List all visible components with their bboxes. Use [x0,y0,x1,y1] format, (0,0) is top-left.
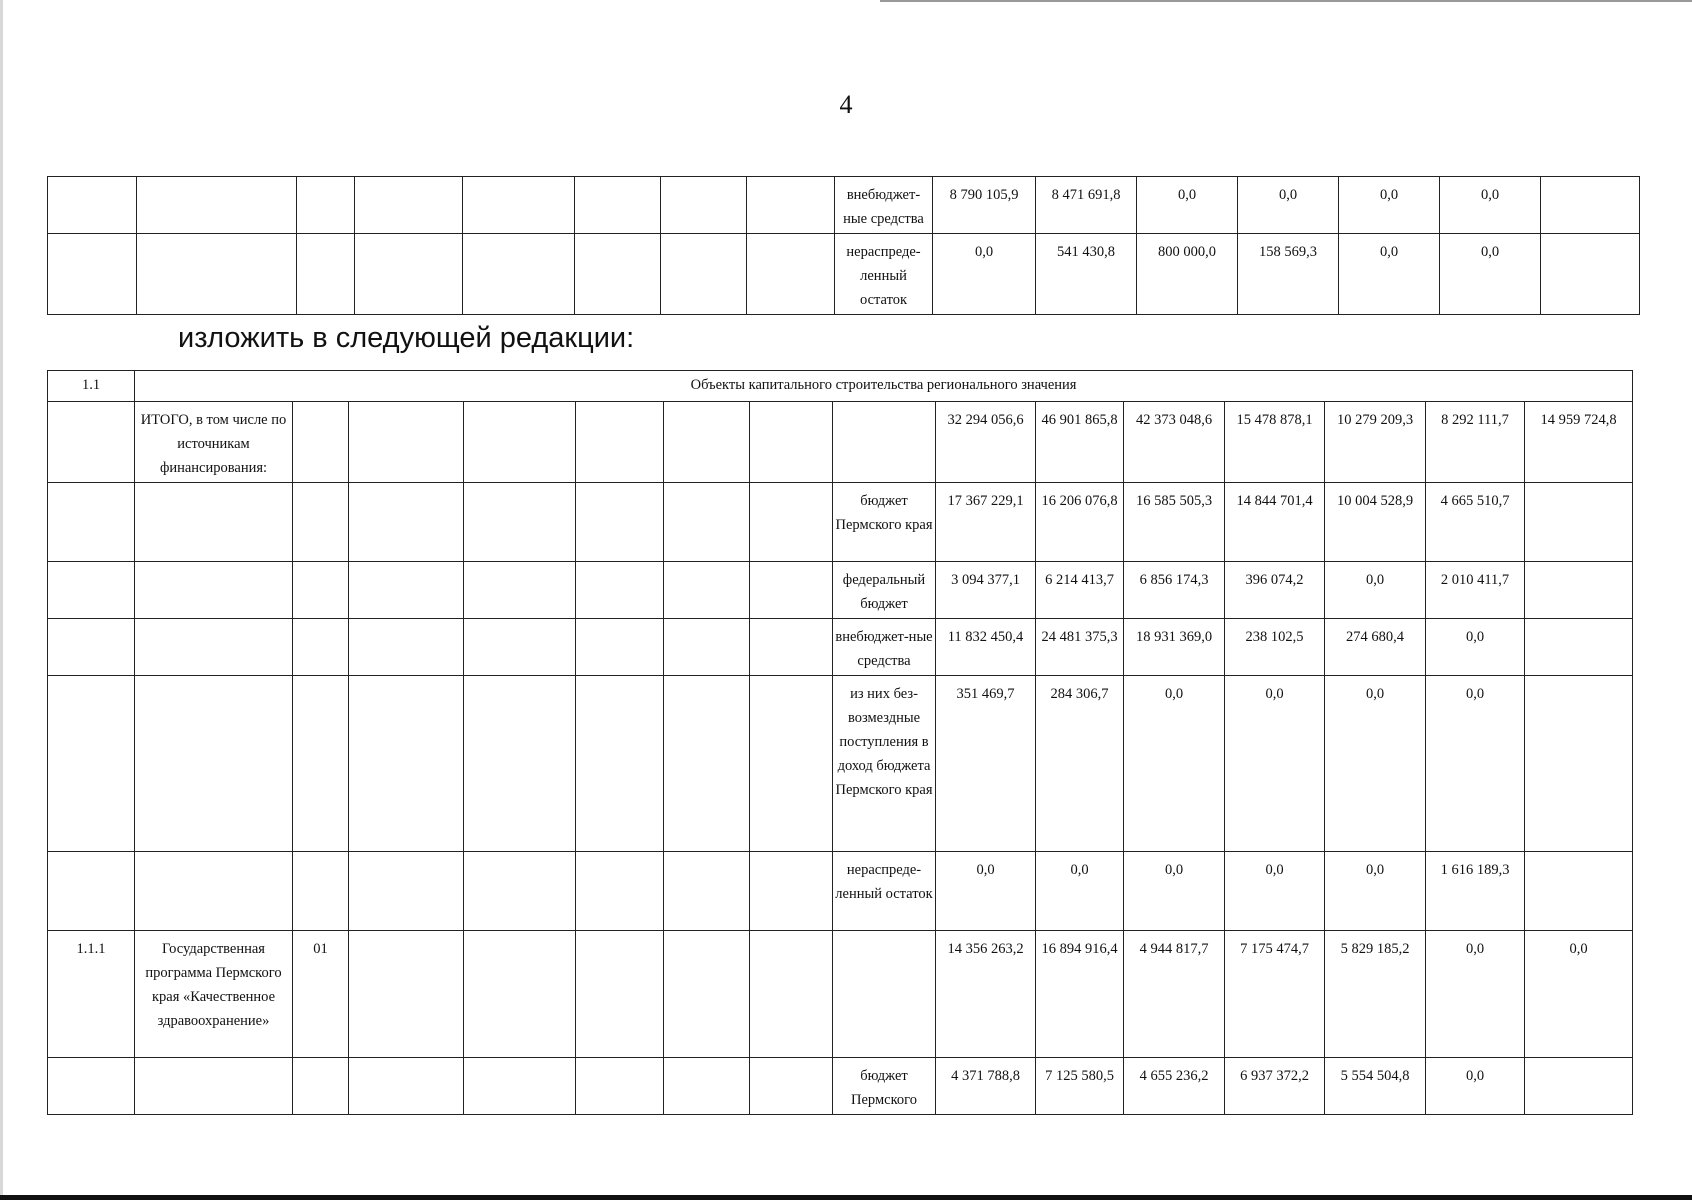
value-cell: 14 844 701,4 [1225,483,1325,562]
value-cell: 0,0 [933,234,1036,315]
row-code-cell [48,483,135,562]
empty-cell [576,676,664,852]
empty-cell [349,852,464,931]
empty-cell [464,676,576,852]
value-cell: 32 294 056,6 [936,402,1036,483]
empty-cell [750,931,833,1058]
value-cell: 0,0 [1325,676,1426,852]
row-code-cell [48,562,135,619]
value-cell: 0,0 [1137,177,1238,234]
table-row [48,852,1633,931]
row-name-cell [135,483,293,562]
row-program-code-cell [293,1058,349,1115]
empty-cell [750,852,833,931]
value-cell: 0,0 [1426,619,1525,676]
row-code-cell [48,852,135,931]
value-cell: 0,0 [1325,852,1426,931]
row-name-cell [135,619,293,676]
value-cell: 10 279 209,3 [1325,402,1426,483]
empty-cell [576,1058,664,1115]
value-cell: 5 829 185,2 [1325,931,1426,1058]
source-cell: бюджет Пермского края [833,483,936,562]
previous-table [47,176,1640,315]
empty-cell [750,619,833,676]
value-cell: 18 931 369,0 [1124,619,1225,676]
value-cell: 2 010 411,7 [1426,562,1525,619]
empty-cell [664,483,750,562]
empty-cell [349,562,464,619]
value-cell: 5 554 504,8 [1325,1058,1426,1115]
empty-cell [664,676,750,852]
empty-cell [664,1058,750,1115]
row-code-cell [48,1058,135,1115]
value-cell: 6 937 372,2 [1225,1058,1325,1115]
value-cell: 6 856 174,3 [1124,562,1225,619]
source-cell [833,402,936,483]
row-code-cell [48,402,135,483]
table-row [48,562,1633,619]
source-cell [833,931,936,1058]
source-cell: федеральный бюджет [833,562,936,619]
table-row [48,402,1633,483]
value-cell [1541,234,1640,315]
empty-cell [349,931,464,1058]
value-cell: 274 680,4 [1325,619,1426,676]
empty-cell [464,852,576,931]
value-cell: 17 367 229,1 [936,483,1036,562]
empty-cell [349,402,464,483]
row-program-code-cell [293,402,349,483]
empty-cell [576,483,664,562]
empty-cell [664,619,750,676]
empty-cell [464,483,576,562]
empty-cell [576,402,664,483]
value-cell: 0,0 [1225,852,1325,931]
empty-cell [349,676,464,852]
empty-cell [464,1058,576,1115]
value-cell: 3 094 377,1 [936,562,1036,619]
empty-cell [750,483,833,562]
value-cell: 0,0 [1339,177,1440,234]
empty-cell [750,562,833,619]
table-row [48,177,1640,234]
value-cell: 0,0 [1225,676,1325,852]
value-cell: 541 430,8 [1036,234,1137,315]
value-cell: 0,0 [1440,234,1541,315]
empty-cell [576,619,664,676]
row-program-code-cell [293,676,349,852]
source-cell: бюджет Пермского [833,1058,936,1115]
value-cell: 284 306,7 [1036,676,1124,852]
source-cell: нераспреде-ленный остаток [835,234,933,315]
empty-cell [750,1058,833,1115]
row-program-code-cell: 01 [293,931,349,1058]
source-cell: из них без-возмездные поступления в доход бюджета Пермского края [833,676,936,852]
value-cell: 0,0 [1525,931,1633,1058]
value-cell: 4 371 788,8 [936,1058,1036,1115]
value-cell: 14 356 263,2 [936,931,1036,1058]
value-cell: 0,0 [1339,234,1440,315]
value-cell: 0,0 [1426,1058,1525,1115]
value-cell: 8 292 111,7 [1426,402,1525,483]
empty-cell [576,562,664,619]
redaction-heading: изложить в следующей редакции: [178,322,635,354]
value-cell: 14 959 724,8 [1525,402,1633,483]
source-cell: нераспреде-ленный остаток [833,852,936,931]
empty-cell [349,1058,464,1115]
empty-cell [464,402,576,483]
value-cell: 351 469,7 [936,676,1036,852]
value-cell: 46 901 865,8 [1036,402,1124,483]
source-cell: внебюджет-ные средства [835,177,933,234]
value-cell: 24 481 375,3 [1036,619,1124,676]
value-cell: 0,0 [1325,562,1426,619]
row-code-cell: 1.1.1 [48,931,135,1058]
table-row [48,619,1633,676]
value-cell [1525,483,1633,562]
value-cell: 0,0 [1238,177,1339,234]
row-name-cell [135,852,293,931]
value-cell: 1 616 189,3 [1426,852,1525,931]
value-cell: 7 175 474,7 [1225,931,1325,1058]
table-row [48,676,1633,852]
empty-cell [464,619,576,676]
value-cell: 16 585 505,3 [1124,483,1225,562]
empty-cell [664,402,750,483]
value-cell [1525,562,1633,619]
value-cell: 8 790 105,9 [933,177,1036,234]
new-redaction-table [47,370,1633,1115]
empty-cell [664,562,750,619]
value-cell: 16 206 076,8 [1036,483,1124,562]
value-cell: 42 373 048,6 [1124,402,1225,483]
value-cell: 6 214 413,7 [1036,562,1124,619]
value-cell: 238 102,5 [1225,619,1325,676]
empty-cell [664,931,750,1058]
scan-edge-bottom [0,1195,1692,1200]
row-code-cell [48,619,135,676]
source-cell: внебюджет-ные средства [833,619,936,676]
row-name-cell: ИТОГО, в том числе по источникам финансирования: [135,402,293,483]
value-cell: 4 655 236,2 [1124,1058,1225,1115]
value-cell: 4 665 510,7 [1426,483,1525,562]
value-cell: 0,0 [1124,852,1225,931]
value-cell [1525,1058,1633,1115]
value-cell: 0,0 [1426,931,1525,1058]
value-cell: 0,0 [1036,852,1124,931]
table-row [48,234,1640,315]
value-cell [1525,676,1633,852]
row-name-cell [135,676,293,852]
row-program-code-cell [293,619,349,676]
row-name-cell: Государственная программа Пермского края «Качественное здравоохранение» [135,931,293,1058]
value-cell: 0,0 [1426,676,1525,852]
section-code: 1.1 [48,371,135,402]
value-cell: 0,0 [936,852,1036,931]
value-cell: 396 074,2 [1225,562,1325,619]
table-row [48,1058,1633,1115]
row-program-code-cell [293,483,349,562]
table-row [48,931,1633,1058]
value-cell: 0,0 [1124,676,1225,852]
value-cell [1525,619,1633,676]
value-cell: 8 471 691,8 [1036,177,1137,234]
empty-cell [664,852,750,931]
value-cell: 4 944 817,7 [1124,931,1225,1058]
row-name-cell [135,562,293,619]
empty-cell [349,483,464,562]
page-number: 4 [839,90,853,119]
row-program-code-cell [293,852,349,931]
empty-cell [750,402,833,483]
value-cell: 7 125 580,5 [1036,1058,1124,1115]
value-cell: 0,0 [1440,177,1541,234]
value-cell: 11 832 450,4 [936,619,1036,676]
value-cell: 10 004 528,9 [1325,483,1426,562]
table-row [48,483,1633,562]
row-program-code-cell [293,562,349,619]
value-cell: 15 478 878,1 [1225,402,1325,483]
empty-cell [750,676,833,852]
scan-edge-top [880,0,1692,2]
section-title: Объекты капитального строительства регионального значения [135,371,1633,402]
value-cell [1541,177,1640,234]
empty-cell [464,931,576,1058]
value-cell: 158 569,3 [1238,234,1339,315]
empty-cell [576,852,664,931]
section-row [48,371,1633,402]
empty-cell [349,619,464,676]
value-cell: 800 000,0 [1137,234,1238,315]
scan-edge-left [0,0,3,1200]
row-name-cell [135,1058,293,1115]
value-cell: 16 894 916,4 [1036,931,1124,1058]
value-cell [1525,852,1633,931]
empty-cell [576,931,664,1058]
row-code-cell [48,676,135,852]
empty-cell [464,562,576,619]
